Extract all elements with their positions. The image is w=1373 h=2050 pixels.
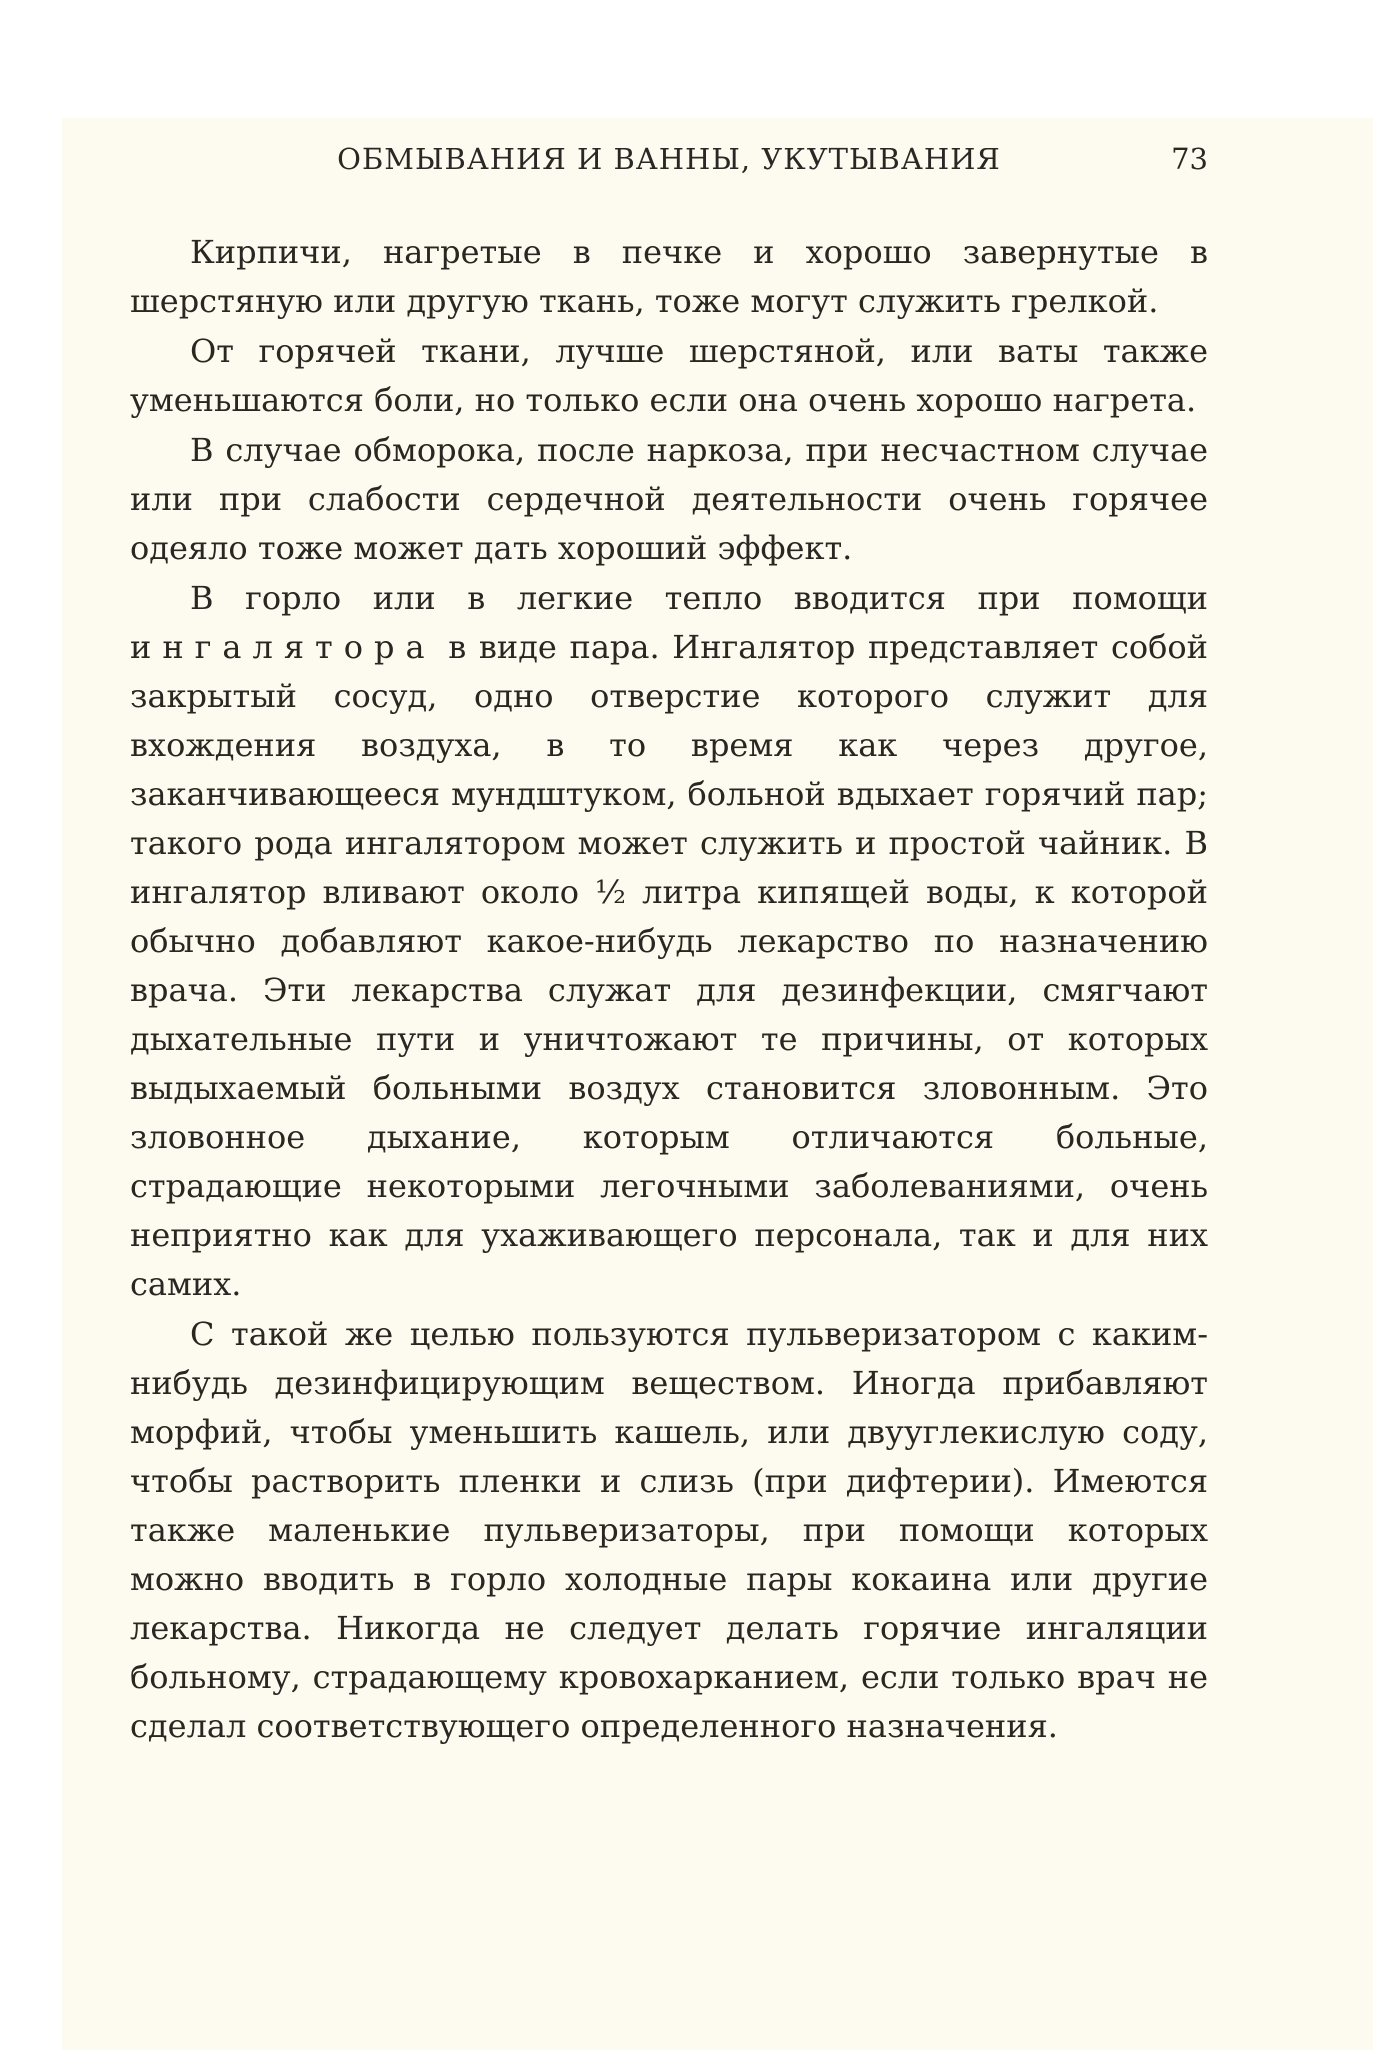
paragraph-inhaler-intro: В горло или в легкие тепло вводится при помощи xyxy=(190,579,1208,617)
paragraph-fainting: В случае обморока, после наркоза, при несчастном случае или при слабости сердечной деятельности очень горячее одеяло тоже может дать хороший эффект. xyxy=(130,431,1208,567)
running-title: ОБМЫВАНИЯ И ВАННЫ, УКУТЫВАНИЯ xyxy=(337,142,1001,176)
paragraph-sprayer: С такой же целью пользуются пульверизатором с каким-нибудь дезинфицирующим веществом. Иногда прибавляют морфий, чтобы уменьшить кашель, или двууглекислую соду, чтобы растворить пленки и слизь (при дифтерии). Имеются также маленькие пульверизаторы, при помощи которых можно вводить в горло холодные пары кокаина или другие лекарства. Никогда не следует делать горячие ингаляции больному, страдающему кровохарканием, если только врач не сделал соответствующего определенного назначения. xyxy=(130,1315,1208,1745)
paragraph-inhaler xyxy=(130,574,1208,1309)
paragraph-hot-cloth: От горячей ткани, лучше шерстяной, или ваты также уменьшаются боли, но только если она очень хорошо нагрета. xyxy=(130,332,1208,419)
spaced-term-inhaler: ингалятора xyxy=(130,628,436,666)
paragraph-inhaler-body: в виде пара. Ингалятор представляет собой закрытый сосуд, одно отверстие которого служит для вхождения воздуха, в то время как через другое, заканчивающееся мундштуком, больной вдыхает горячий пар; такого рода ингалятором может служить и простой чайник. В ингалятор вливают около ½ литра кипящей воды, к которой обычно добавляют какое-нибудь лекарство по назначению врача. Эти лекарства служат для дезинфекции, смягчают дыхательные пути и уничтожают те причины, от которых выдыхаемый больными воздух становится зловонным. Это зловонное дыхание, которым отличаются больные, страдающие некоторыми легочными заболеваниями, очень неприятно как для ухаживающего персонала, так и для них самих. xyxy=(130,628,1208,1303)
body-text xyxy=(130,228,1208,1751)
running-header xyxy=(130,142,1208,182)
page-number: 73 xyxy=(1171,142,1208,176)
paragraph-bricks: Кирпичи, нагретые в печке и хорошо завернутые в шерстяную или другую ткань, тоже могут служить грелкой. xyxy=(130,233,1208,320)
